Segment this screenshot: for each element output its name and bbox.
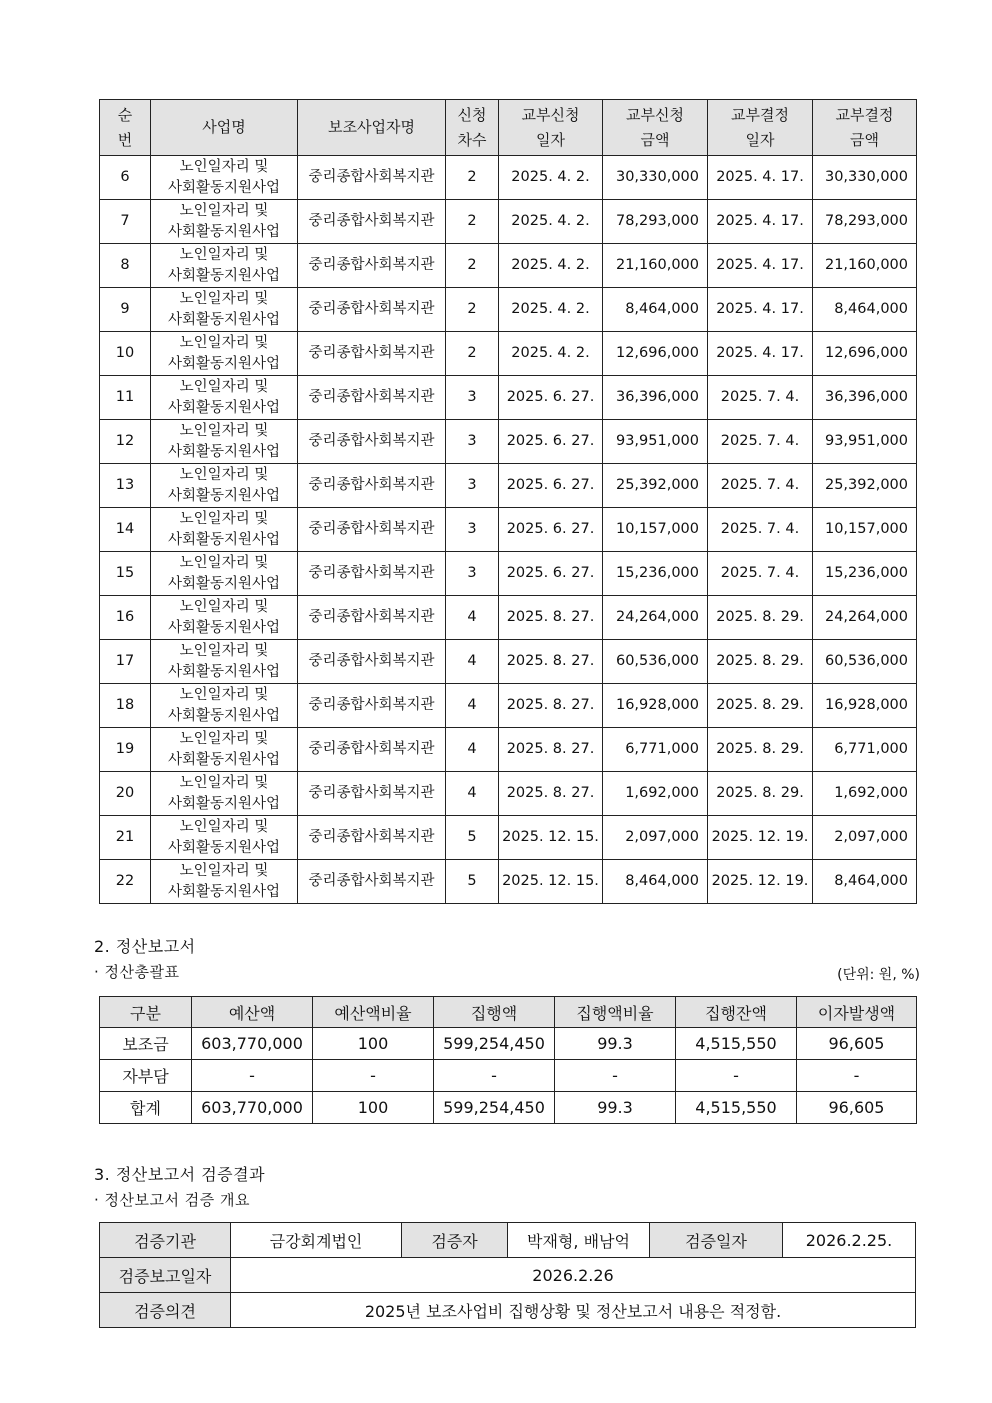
row-no: 18 (100, 684, 151, 728)
decision-date: 2025. 4. 17. (708, 244, 813, 288)
project-name-line2: 사회활동지원사업 (167, 883, 281, 900)
project-name-line2: 사회활동지원사업 (167, 355, 281, 372)
request-date: 2025. 4. 2. (499, 288, 603, 332)
col-header: 예산액 (192, 997, 313, 1028)
table-row (100, 1028, 917, 1060)
decision-date: 2025. 8. 29. (708, 728, 813, 772)
org-name: 중리종합사회복지관 (298, 596, 446, 640)
request-amount: 36,396,000 (603, 376, 708, 420)
org-name: 중리종합사회복지관 (298, 376, 446, 420)
request-date: 2025. 6. 27. (499, 552, 603, 596)
project-name (151, 860, 298, 904)
col-header-org: 보조사업자명 (298, 100, 446, 156)
project-name (151, 508, 298, 552)
table-cell: 603,770,000 (192, 1092, 313, 1124)
decision-date: 2025. 4. 17. (708, 332, 813, 376)
decision-date: 2025. 8. 29. (708, 684, 813, 728)
table-row (100, 288, 917, 332)
org-name: 중리종합사회복지관 (298, 156, 446, 200)
decision-amount: 93,951,000 (813, 420, 917, 464)
decision-date: 2025. 4. 17. (708, 288, 813, 332)
col-header: 집행잔액 (676, 997, 797, 1028)
request-amount: 78,293,000 (603, 200, 708, 244)
project-name (151, 288, 298, 332)
project-name-line2: 사회활동지원사업 (167, 179, 281, 196)
section-2-heading: 2. 정산보고서 (94, 937, 196, 956)
org-name: 중리종합사회복지관 (298, 728, 446, 772)
round: 4 (446, 640, 499, 684)
round: 3 (446, 464, 499, 508)
project-name (151, 376, 298, 420)
row-no: 7 (100, 200, 151, 244)
project-name-line2: 사회활동지원사업 (167, 223, 281, 240)
table-row (100, 860, 917, 904)
row-no: 15 (100, 552, 151, 596)
section-3-subheading: · 정산보고서 검증 개요 (94, 1191, 250, 1209)
org-name: 중리종합사회복지관 (298, 200, 446, 244)
org-name: 중리종합사회복지관 (298, 288, 446, 332)
col-header-req-amount: 교부신청 금액 (603, 100, 708, 156)
verifier-value: 박재형, 배남억 (508, 1223, 650, 1258)
verifier-org-value: 금강회계법인 (231, 1223, 402, 1258)
project-name-line1: 노인일자리 및 (179, 598, 269, 615)
decision-amount: 8,464,000 (813, 860, 917, 904)
table-cell: 99.3 (555, 1092, 676, 1124)
decision-date: 2025. 7. 4. (708, 376, 813, 420)
round: 2 (446, 244, 499, 288)
request-amount: 60,536,000 (603, 640, 708, 684)
decision-date: 2025. 7. 4. (708, 464, 813, 508)
row-no: 9 (100, 288, 151, 332)
project-name-line1: 노인일자리 및 (179, 554, 269, 571)
request-date: 2025. 6. 27. (499, 376, 603, 420)
table-cell: 599,254,450 (434, 1028, 555, 1060)
org-name: 중리종합사회복지관 (298, 420, 446, 464)
round: 2 (446, 156, 499, 200)
request-amount: 6,771,000 (603, 728, 708, 772)
decision-amount: 25,392,000 (813, 464, 917, 508)
table-row (100, 156, 917, 200)
verification-table (99, 1222, 916, 1328)
table-cell: - (676, 1060, 797, 1092)
request-amount: 8,464,000 (603, 860, 708, 904)
project-name-line1: 노인일자리 및 (179, 686, 269, 703)
opinion-value: 2025년 보조사업비 집행상황 및 정산보고서 내용은 적정함. (231, 1293, 916, 1328)
col-header-dec-amount: 교부결정 금액 (813, 100, 917, 156)
table-row (100, 1223, 916, 1258)
project-name (151, 200, 298, 244)
decision-date: 2025. 7. 4. (708, 508, 813, 552)
row-no: 16 (100, 596, 151, 640)
table-cell: 603,770,000 (192, 1028, 313, 1060)
request-date: 2025. 6. 27. (499, 420, 603, 464)
decision-amount: 60,536,000 (813, 640, 917, 684)
decision-date: 2025. 12. 19. (708, 860, 813, 904)
project-name-line1: 노인일자리 및 (179, 642, 269, 659)
project-name-line1: 노인일자리 및 (179, 246, 269, 263)
org-name: 중리종합사회복지관 (298, 508, 446, 552)
project-name-line1: 노인일자리 및 (179, 730, 269, 747)
request-date: 2025. 4. 2. (499, 244, 603, 288)
project-name-line2: 사회활동지원사업 (167, 487, 281, 504)
settlement-summary-table (99, 996, 917, 1124)
table-header-row (100, 100, 917, 156)
request-date: 2025. 4. 2. (499, 200, 603, 244)
request-date: 2025. 6. 27. (499, 508, 603, 552)
row-no: 22 (100, 860, 151, 904)
request-date: 2025. 8. 27. (499, 684, 603, 728)
org-name: 중리종합사회복지관 (298, 640, 446, 684)
org-name: 중리종합사회복지관 (298, 860, 446, 904)
org-name: 중리종합사회복지관 (298, 816, 446, 860)
project-name-line2: 사회활동지원사업 (167, 575, 281, 592)
request-amount: 24,264,000 (603, 596, 708, 640)
project-name-line1: 노인일자리 및 (179, 158, 269, 175)
section-3-heading: 3. 정산보고서 검증결과 (94, 1165, 266, 1184)
project-name-line1: 노인일자리 및 (179, 510, 269, 527)
project-name-line2: 사회활동지원사업 (167, 663, 281, 680)
row-no: 13 (100, 464, 151, 508)
project-name (151, 244, 298, 288)
table-cell: - (434, 1060, 555, 1092)
org-name: 중리종합사회복지관 (298, 684, 446, 728)
decision-amount: 21,160,000 (813, 244, 917, 288)
request-amount: 16,928,000 (603, 684, 708, 728)
project-name-line1: 노인일자리 및 (179, 202, 269, 219)
col-header-req-date: 교부신청 일자 (499, 100, 603, 156)
project-name (151, 552, 298, 596)
project-name (151, 728, 298, 772)
project-name (151, 684, 298, 728)
table-cell: 599,254,450 (434, 1092, 555, 1124)
project-name (151, 640, 298, 684)
table-row (100, 552, 917, 596)
decision-date: 2025. 8. 29. (708, 596, 813, 640)
table-row (100, 816, 917, 860)
project-name-line2: 사회활동지원사업 (167, 531, 281, 548)
decision-amount: 2,097,000 (813, 816, 917, 860)
table-cell: 100 (313, 1092, 434, 1124)
table-cell: 96,605 (797, 1028, 917, 1060)
round: 5 (446, 860, 499, 904)
round: 4 (446, 596, 499, 640)
project-name-line1: 노인일자리 및 (179, 378, 269, 395)
row-label: 보조금 (100, 1028, 192, 1060)
project-name-line2: 사회활동지원사업 (167, 267, 281, 284)
table-cell: - (797, 1060, 917, 1092)
decision-date: 2025. 7. 4. (708, 552, 813, 596)
project-name-line1: 노인일자리 및 (179, 862, 269, 879)
request-amount: 93,951,000 (603, 420, 708, 464)
request-date: 2025. 4. 2. (499, 156, 603, 200)
col-header: 집행액 (434, 997, 555, 1028)
table-row (100, 640, 917, 684)
col-header-no: 순 번 (100, 100, 151, 156)
decision-amount: 12,696,000 (813, 332, 917, 376)
request-amount: 25,392,000 (603, 464, 708, 508)
row-no: 21 (100, 816, 151, 860)
table-cell: 96,605 (797, 1092, 917, 1124)
opinion-label: 검증의견 (100, 1293, 231, 1328)
table-cell: - (555, 1060, 676, 1092)
request-amount: 30,330,000 (603, 156, 708, 200)
row-label: 합계 (100, 1092, 192, 1124)
table-row (100, 596, 917, 640)
round: 3 (446, 420, 499, 464)
decision-amount: 16,928,000 (813, 684, 917, 728)
round: 3 (446, 552, 499, 596)
grant-disbursement-table (99, 99, 917, 904)
request-amount: 15,236,000 (603, 552, 708, 596)
round: 3 (446, 376, 499, 420)
row-no: 14 (100, 508, 151, 552)
col-header-project: 사업명 (151, 100, 298, 156)
decision-amount: 78,293,000 (813, 200, 917, 244)
round: 2 (446, 288, 499, 332)
round: 4 (446, 772, 499, 816)
table-cell: 99.3 (555, 1028, 676, 1060)
request-date: 2025. 8. 27. (499, 728, 603, 772)
report-date-value: 2026.2.26 (231, 1258, 916, 1293)
row-no: 10 (100, 332, 151, 376)
table-row (100, 508, 917, 552)
org-name: 중리종합사회복지관 (298, 772, 446, 816)
decision-date: 2025. 8. 29. (708, 772, 813, 816)
row-no: 11 (100, 376, 151, 420)
org-name: 중리종합사회복지관 (298, 552, 446, 596)
org-name: 중리종합사회복지관 (298, 332, 446, 376)
project-name-line2: 사회활동지원사업 (167, 795, 281, 812)
project-name-line2: 사회활동지원사업 (167, 751, 281, 768)
request-amount: 8,464,000 (603, 288, 708, 332)
verifier-label: 검증자 (402, 1223, 508, 1258)
project-name (151, 816, 298, 860)
decision-date: 2025. 12. 19. (708, 816, 813, 860)
request-date: 2025. 6. 27. (499, 464, 603, 508)
request-date: 2025. 12. 15. (499, 860, 603, 904)
decision-date: 2025. 4. 17. (708, 200, 813, 244)
col-header: 집행액비율 (555, 997, 676, 1028)
row-no: 17 (100, 640, 151, 684)
verifier-org-label: 검증기관 (100, 1223, 231, 1258)
table-row (100, 1293, 916, 1328)
table-row (100, 200, 917, 244)
decision-amount: 10,157,000 (813, 508, 917, 552)
table-cell: - (313, 1060, 434, 1092)
table-row (100, 1092, 917, 1124)
table-row (100, 684, 917, 728)
col-header: 이자발생액 (797, 997, 917, 1028)
table-row (100, 420, 917, 464)
row-no: 19 (100, 728, 151, 772)
request-amount: 10,157,000 (603, 508, 708, 552)
row-label: 자부담 (100, 1060, 192, 1092)
request-amount: 1,692,000 (603, 772, 708, 816)
row-no: 8 (100, 244, 151, 288)
project-name-line2: 사회활동지원사업 (167, 443, 281, 460)
table-row (100, 772, 917, 816)
row-no: 6 (100, 156, 151, 200)
table-row (100, 1258, 916, 1293)
project-name-line2: 사회활동지원사업 (167, 839, 281, 856)
report-date-label: 검증보고일자 (100, 1258, 231, 1293)
decision-amount: 1,692,000 (813, 772, 917, 816)
project-name (151, 332, 298, 376)
round: 5 (446, 816, 499, 860)
project-name (151, 156, 298, 200)
project-name (151, 596, 298, 640)
verification-date-value: 2026.2.25. (783, 1223, 916, 1258)
table-row (100, 1060, 917, 1092)
request-date: 2025. 8. 27. (499, 596, 603, 640)
request-amount: 12,696,000 (603, 332, 708, 376)
project-name-line2: 사회활동지원사업 (167, 619, 281, 636)
project-name-line1: 노인일자리 및 (179, 466, 269, 483)
project-name (151, 772, 298, 816)
decision-amount: 15,236,000 (813, 552, 917, 596)
request-date: 2025. 8. 27. (499, 640, 603, 684)
col-header: 구분 (100, 997, 192, 1028)
table-row (100, 332, 917, 376)
request-amount: 21,160,000 (603, 244, 708, 288)
row-no: 12 (100, 420, 151, 464)
project-name-line2: 사회활동지원사업 (167, 311, 281, 328)
project-name-line2: 사회활동지원사업 (167, 707, 281, 724)
decision-amount: 24,264,000 (813, 596, 917, 640)
verification-date-label: 검증일자 (650, 1223, 783, 1258)
project-name-line1: 노인일자리 및 (179, 334, 269, 351)
col-header: 예산액비율 (313, 997, 434, 1028)
section-2-subheading: · 정산총괄표 (94, 963, 180, 981)
round: 4 (446, 728, 499, 772)
project-name (151, 464, 298, 508)
decision-date: 2025. 7. 4. (708, 420, 813, 464)
table-cell: 100 (313, 1028, 434, 1060)
table-row (100, 728, 917, 772)
decision-amount: 36,396,000 (813, 376, 917, 420)
decision-amount: 6,771,000 (813, 728, 917, 772)
decision-amount: 8,464,000 (813, 288, 917, 332)
col-header-dec-date: 교부결정 일자 (708, 100, 813, 156)
request-date: 2025. 4. 2. (499, 332, 603, 376)
project-name-line1: 노인일자리 및 (179, 774, 269, 791)
table-row (100, 244, 917, 288)
round: 2 (446, 200, 499, 244)
org-name: 중리종합사회복지관 (298, 244, 446, 288)
round: 3 (446, 508, 499, 552)
row-no: 20 (100, 772, 151, 816)
decision-date: 2025. 8. 29. (708, 640, 813, 684)
decision-date: 2025. 4. 17. (708, 156, 813, 200)
table-header-row (100, 997, 917, 1028)
unit-note: (단위: 원, %) (837, 967, 920, 983)
decision-amount: 30,330,000 (813, 156, 917, 200)
col-header-round: 신청 차수 (446, 100, 499, 156)
table-cell: 4,515,550 (676, 1028, 797, 1060)
table-row (100, 376, 917, 420)
request-amount: 2,097,000 (603, 816, 708, 860)
request-date: 2025. 12. 15. (499, 816, 603, 860)
project-name-line2: 사회활동지원사업 (167, 399, 281, 416)
org-name: 중리종합사회복지관 (298, 464, 446, 508)
project-name-line1: 노인일자리 및 (179, 290, 269, 307)
project-name-line1: 노인일자리 및 (179, 818, 269, 835)
table-cell: - (192, 1060, 313, 1092)
project-name (151, 420, 298, 464)
table-cell: 4,515,550 (676, 1092, 797, 1124)
round: 4 (446, 684, 499, 728)
project-name-line1: 노인일자리 및 (179, 422, 269, 439)
table-row (100, 464, 917, 508)
request-date: 2025. 8. 27. (499, 772, 603, 816)
round: 2 (446, 332, 499, 376)
